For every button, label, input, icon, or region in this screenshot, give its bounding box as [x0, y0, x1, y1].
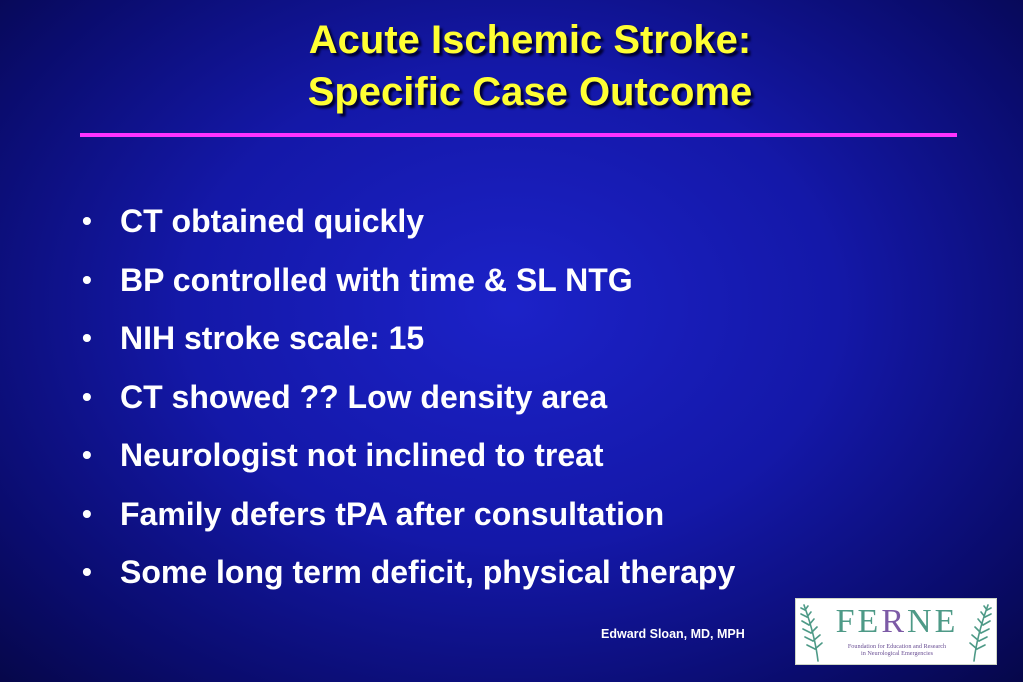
bullet-text: NIH stroke scale: 15 [120, 320, 425, 356]
bullet-item [82, 252, 735, 311]
slide-title [0, 14, 1023, 118]
bullet-text: BP controlled with time & SL NTG [120, 261, 633, 298]
logo-letter: F [835, 603, 858, 640]
bullet-marker: • [82, 380, 92, 412]
author-credit: Edward Sloan, MD, MPH [601, 627, 745, 641]
bullet-marker: • [82, 263, 92, 295]
bullet-item [82, 310, 735, 369]
logo-letter: R [881, 603, 908, 640]
fern-frond-icon-right [970, 605, 991, 661]
bullet-marker: • [82, 556, 92, 587]
logo-letter: N [907, 603, 935, 640]
logo-subtitle-line-2: in Neurological Emergencies [860, 650, 934, 657]
bullet-marker: • [82, 439, 92, 470]
bullet-item [82, 486, 735, 545]
bullet-text: CT obtained quickly [120, 203, 425, 239]
title-underline-rule [80, 133, 957, 137]
logo-wordmark [832, 603, 962, 641]
title-line-1: Acute Ischemic Stroke: [308, 18, 752, 62]
bullet-marker: • [82, 497, 92, 529]
logo-subtitle-line-1: Foundation for Education and Research [847, 643, 947, 650]
logo-letter: E [857, 603, 882, 640]
logo-subtitle [826, 643, 968, 657]
fern-frond-icon-left [801, 605, 822, 661]
bullet-list [82, 193, 735, 603]
bullet-text: Some long term deficit, physical therapy [120, 554, 736, 590]
title-line-2: Specific Case Outcome [307, 70, 753, 114]
bullet-item [82, 193, 735, 252]
bullet-item [82, 369, 735, 428]
bullet-text: Family defers tPA after consultation [120, 495, 665, 532]
bullet-marker: • [82, 322, 92, 353]
bullet-text: CT showed ?? Low density area [120, 378, 608, 415]
bullet-marker: • [82, 205, 92, 236]
bullet-item [82, 427, 735, 486]
bullet-item [82, 544, 735, 603]
ferne-logo [795, 598, 997, 665]
bullet-text: Neurologist not inclined to treat [120, 437, 604, 473]
logo-letter: E [934, 603, 959, 640]
